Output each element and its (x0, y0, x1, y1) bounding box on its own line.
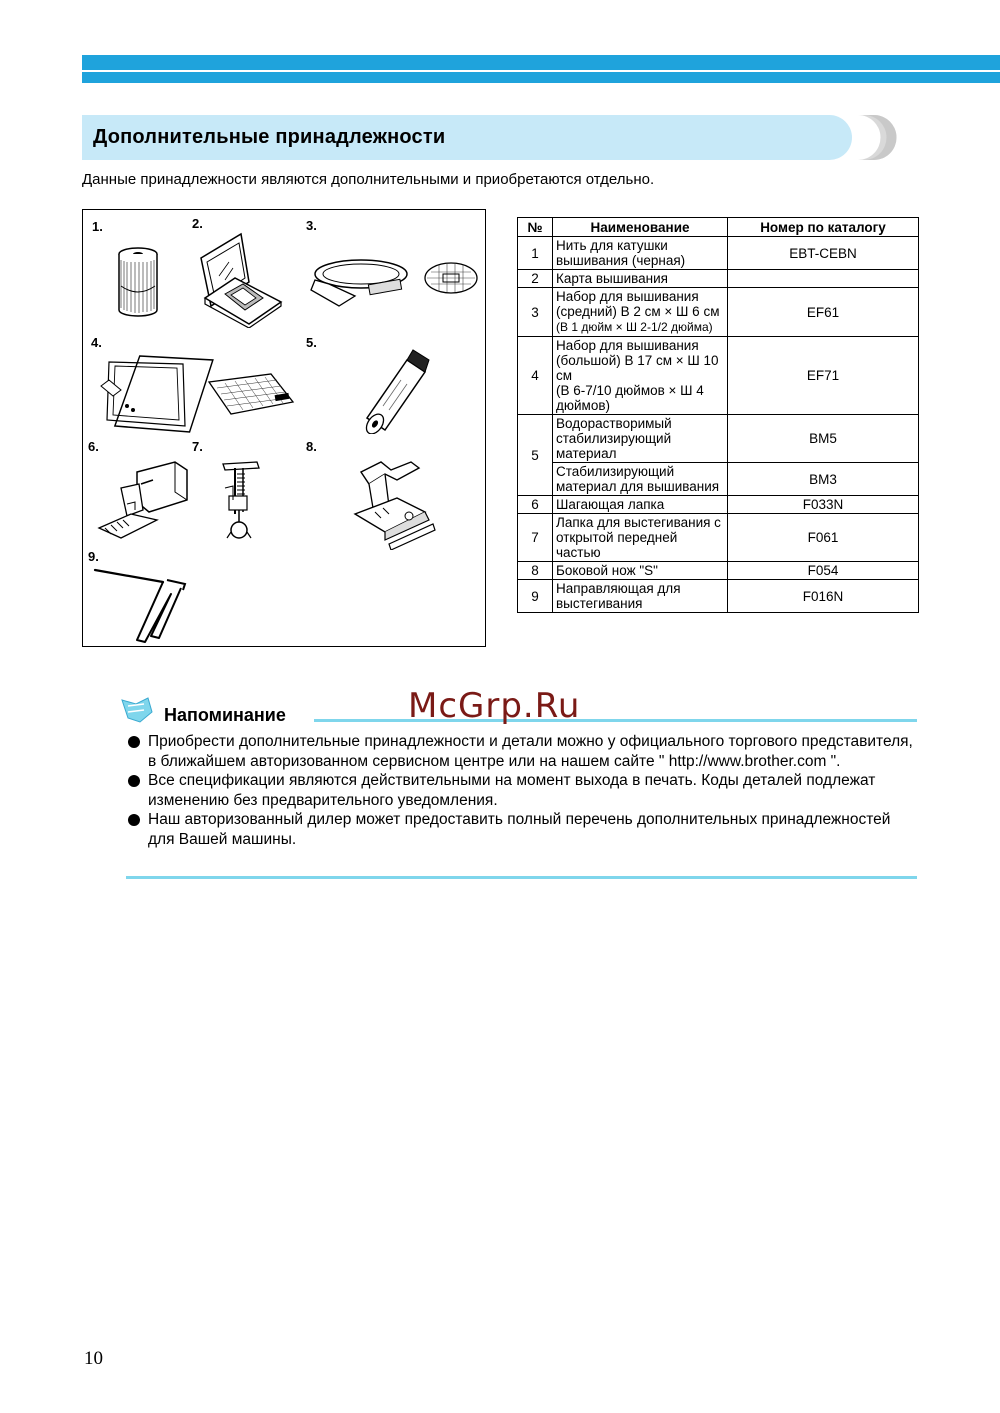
note-text: Приобрести дополнительные принадлежности и детали можно у официального торгового представителя, в ближайшем авторизованном сервисном центре или на нашем сайте " http://www.brother.com ". (148, 733, 913, 770)
column-header-catalog-number: Номер по каталогу (728, 218, 919, 237)
watermark: McGrp.Ru (408, 686, 581, 726)
note-divider-top (314, 719, 917, 722)
walking-foot-icon (91, 458, 191, 540)
row-code: EBT-CEBN (728, 237, 919, 270)
row-number: 7 (518, 514, 553, 562)
row-name: Лапка для выстегивания с открытой передней частью (553, 514, 728, 562)
title-end-cap-icon (858, 115, 910, 160)
table-row (518, 337, 919, 415)
table-row (518, 415, 919, 463)
table-row (518, 580, 919, 613)
note-title: Напоминание (164, 705, 286, 725)
bullet-icon (128, 814, 140, 826)
embroidery-frame-medium-icon (309, 250, 479, 320)
row-name: Нить для катушки вышивания (черная) (553, 237, 728, 270)
list-item (128, 810, 918, 849)
row-number: 6 (518, 496, 553, 514)
row-number: 2 (518, 270, 553, 288)
row-name-cell (553, 288, 728, 337)
table-row (518, 496, 919, 514)
row-code: F061 (728, 514, 919, 562)
header-band (82, 55, 1000, 83)
table-header-row (518, 218, 919, 237)
figure-label-4: 4. (91, 335, 102, 350)
table-row (518, 237, 919, 270)
row-code: EF71 (728, 337, 919, 415)
quilting-foot-icon (213, 460, 265, 542)
figure-label-5: 5. (306, 335, 317, 350)
list-item (128, 771, 918, 810)
note-divider-bottom (126, 876, 917, 879)
note-list (128, 732, 918, 849)
row-number: 3 (518, 288, 553, 337)
figure-label-1: 1. (92, 219, 103, 234)
row-number: 1 (518, 237, 553, 270)
column-header-name: Наименование (553, 218, 728, 237)
bullet-icon (128, 736, 140, 748)
figure-label-7: 7. (192, 439, 203, 454)
table-row (518, 288, 919, 337)
figure-label-3: 3. (306, 218, 317, 233)
row-code (728, 270, 919, 288)
row-name: Боковой нож "S" (553, 562, 728, 580)
row-code: EF61 (728, 288, 919, 337)
row-name: Стабилизирующий материал для вышивания (553, 463, 728, 496)
row-number: 4 (518, 337, 553, 415)
row-code: F054 (728, 562, 919, 580)
figure-label-2: 2. (192, 216, 203, 231)
table-row (518, 270, 919, 288)
accessories-figure (82, 209, 486, 647)
note-text: Все спецификации являются действительными на момент выхода в печать. Коды деталей подлежат изменению без предварительного уведомления. (148, 772, 876, 809)
row-name-note: (В 1 дюйм × Ш 2-1/2 дюйма) (556, 320, 713, 334)
row-name: Карта вышивания (553, 270, 728, 288)
row-number: 8 (518, 562, 553, 580)
table-row (518, 562, 919, 580)
row-code: F016N (728, 580, 919, 613)
row-name: Водорастворимый стабилизирующий материал (553, 415, 728, 463)
note-text: Наш авторизованный дилер может предоставить полный перечень дополнительных принадлежностей для Вашей машины. (148, 811, 891, 848)
row-code: BM5 (728, 415, 919, 463)
row-name: Шагающая лапка (553, 496, 728, 514)
thread-spool-icon (115, 246, 161, 318)
row-name-cell (553, 337, 728, 415)
page-title: Дополнительные принадлежности (93, 126, 446, 148)
figure-label-9: 9. (88, 549, 99, 564)
section-title-bar (82, 115, 852, 160)
table-row (518, 463, 919, 496)
list-item (128, 732, 918, 771)
row-name: Набор для вышивания (средний) В 2 см × Ш 6 см (556, 289, 720, 319)
embroidery-frame-large-icon (97, 350, 297, 435)
row-number: 9 (518, 580, 553, 613)
page-number: 10 (84, 1348, 103, 1369)
row-name: Набор для вышивания (большой) В 17 см × Ш 10 см (556, 338, 719, 383)
table-row (518, 514, 919, 562)
stabilizer-roll-icon (355, 348, 431, 434)
row-code: F033N (728, 496, 919, 514)
side-cutter-icon (345, 458, 441, 550)
row-code: BM3 (728, 463, 919, 496)
bullet-icon (128, 775, 140, 787)
row-number: 5 (518, 415, 553, 496)
intro-text: Данные принадлежности являются дополнительными и приобретаются отдельно. (82, 171, 655, 188)
row-name: Направляющая для выстегивания (553, 580, 728, 613)
figure-label-8: 8. (306, 439, 317, 454)
embroidery-card-icon (195, 232, 287, 328)
memo-icon (118, 696, 156, 726)
accessories-table (517, 217, 919, 613)
row-name-note: (В 6-7/10 дюймов × Ш 4 дюймов) (556, 383, 704, 413)
figure-label-6: 6. (88, 439, 99, 454)
quilting-guide-icon (93, 568, 193, 648)
column-header-number: № (518, 218, 553, 237)
